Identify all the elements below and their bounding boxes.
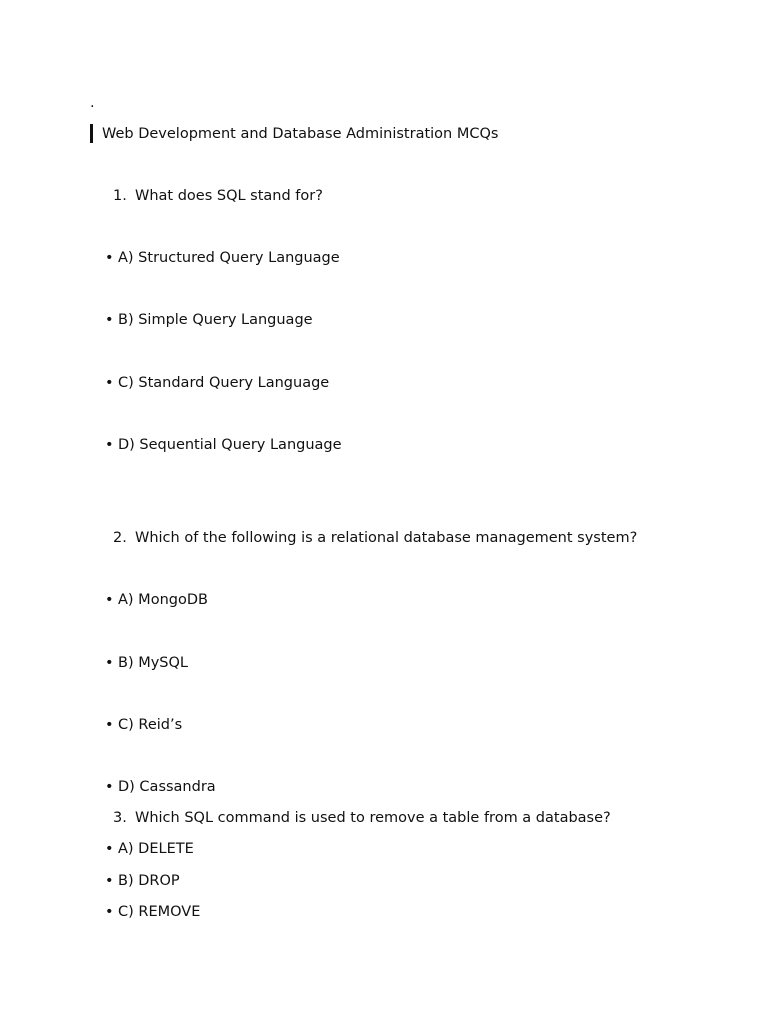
option-text: A) MongoDB <box>118 592 208 608</box>
question-text: Which SQL command is used to remove a table from a database? <box>135 810 611 826</box>
option-text: D) Cassandra <box>118 779 216 795</box>
bullet-icon: • <box>105 437 114 453</box>
option-text: D) Sequential Query Language <box>118 437 342 453</box>
option-text: B) Simple Query Language <box>118 312 313 328</box>
option-item <box>105 436 342 454</box>
option-item <box>105 654 188 672</box>
option-item <box>105 374 329 392</box>
option-text: C) Standard Query Language <box>118 375 330 391</box>
option-text: C) REMOVE <box>118 904 201 920</box>
bullet-icon: • <box>105 873 114 889</box>
bullet-icon: • <box>105 250 114 266</box>
bullet-icon: • <box>105 655 114 671</box>
question-1 <box>113 187 323 205</box>
option-text: B) DROP <box>118 873 180 889</box>
option-text: C) Reid’s <box>118 717 183 733</box>
option-item <box>105 716 182 734</box>
question-text: What does SQL stand for? <box>135 188 323 204</box>
title-accent-bar <box>90 124 93 143</box>
bullet-icon: • <box>105 779 114 795</box>
option-text: A) DELETE <box>118 841 194 857</box>
question-3 <box>113 809 611 827</box>
document-title: Web Development and Database Administration MCQs <box>102 126 499 142</box>
page-marker: . <box>90 95 95 111</box>
bullet-icon: • <box>105 592 114 608</box>
question-text: Which of the following is a relational database management system? <box>135 530 638 546</box>
question-number: 3. <box>113 810 127 826</box>
bullet-icon: • <box>105 904 114 920</box>
question-number: 2. <box>113 530 127 546</box>
option-item <box>105 872 180 890</box>
option-item <box>105 903 200 921</box>
option-item <box>105 249 340 267</box>
bullet-icon: • <box>105 717 114 733</box>
bullet-icon: • <box>105 312 114 328</box>
option-item <box>105 840 194 858</box>
option-text: B) MySQL <box>118 655 189 671</box>
bullet-icon: • <box>105 375 114 391</box>
option-item <box>105 311 313 329</box>
bullet-icon: • <box>105 841 114 857</box>
option-text: A) Structured Query Language <box>118 250 340 266</box>
option-item <box>105 778 216 796</box>
option-item <box>105 591 208 609</box>
question-number: 1. <box>113 188 127 204</box>
question-2 <box>113 529 637 547</box>
